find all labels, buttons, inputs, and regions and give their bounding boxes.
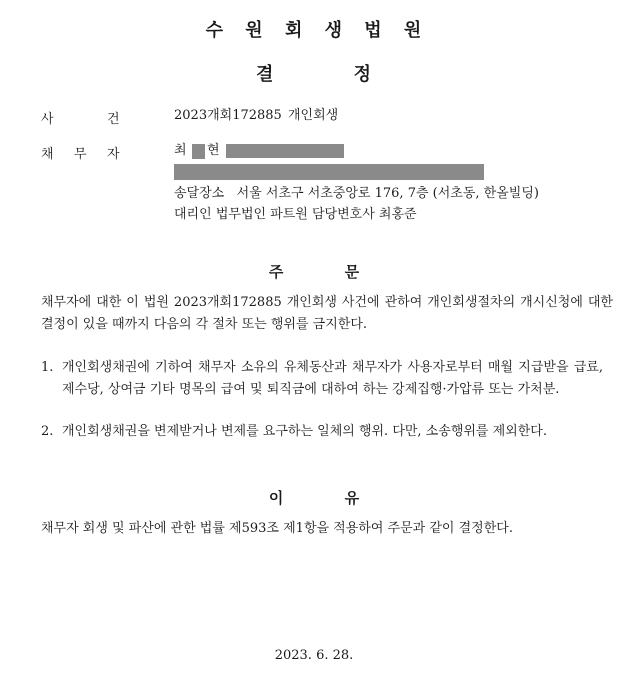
order-item-number: 2. <box>41 424 54 439</box>
document-type-title: 결 정 <box>255 64 373 85</box>
service-address <box>174 184 539 204</box>
order-item <box>41 357 603 401</box>
legal-agent-label: 대리인 <box>174 207 212 222</box>
redacted-address-block <box>174 164 484 180</box>
redacted-id-block <box>226 144 344 158</box>
reason-text: 채무자 회생 및 파산에 관한 법률 제593조 제1항을 적용하여 주문과 같이 결정한다. <box>41 521 513 536</box>
order-intro: 채무자에 대한 이 법원 2023개회172885 개인회생 사건에 관하여 개인회생절차의 개시신청에 대한 결정이 있을 때까지 다음의 각 절차 또는 행위를 금지한다. <box>41 295 613 332</box>
decision-date: 2023. 6. 28. <box>274 648 354 663</box>
order-item <box>41 421 603 443</box>
order-item-number: 1. <box>41 360 54 375</box>
redacted-name-block <box>192 144 205 159</box>
service-address-label: 송달장소 <box>174 186 225 201</box>
order-item-text: 개인회생채권에 기하여 채무자 소유의 유체동산과 채무자가 사용자로부터 매월 지급받을 급료, 제수당, 상여금 기타 명목의 급여 및 퇴직금에 대하여 하는 강제집행·가압류 또는 가처분. <box>62 360 603 397</box>
debtor-name-last: 현 <box>207 143 220 158</box>
service-address-value: 서울 서초구 서초중앙로 176, 7층 (서초동, 한올빌딩) <box>236 186 539 201</box>
order-item-text: 개인회생채권을 변제받거나 변제를 요구하는 일체의 행위. 다만, 소송행위를 제외한다. <box>62 424 547 439</box>
case-number: 2023개회172885 개인회생 <box>174 108 339 123</box>
legal-agent <box>174 205 417 225</box>
debtor-label-char: 자 <box>107 147 120 162</box>
debtor-name-first: 최 <box>174 143 187 158</box>
court-name: 수 원 회 생 법 원 <box>205 20 423 41</box>
order-heading: 주 문 <box>268 263 360 281</box>
case-label-char: 건 <box>107 112 120 127</box>
legal-agent-value: 법무법인 파트원 담당변호사 최홍준 <box>215 207 417 222</box>
reason-heading: 이 유 <box>268 489 360 507</box>
debtor-label-char: 채 <box>41 147 54 162</box>
debtor-label-char: 무 <box>74 147 87 162</box>
case-label-char: 사 <box>41 112 54 127</box>
